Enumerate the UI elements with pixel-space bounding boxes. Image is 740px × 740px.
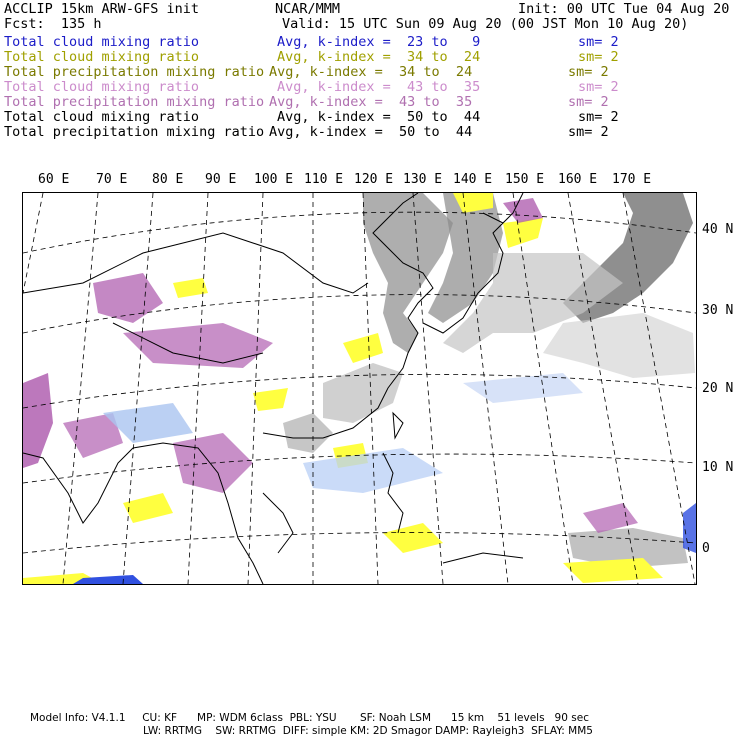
legend-avg-1: Avg, k-index = 34 to 24 <box>277 49 481 65</box>
physics-info-line: LW: RRTMG SW: RRTMG DIFF: simple KM: 2D Smagor DAMP: Rayleigh3 SFLAY: MM5 <box>143 725 593 737</box>
model-title: ACCLIP 15km ARW-GFS init <box>4 1 200 17</box>
legend-sm-0: sm= 2 <box>578 34 619 50</box>
legend-field-5: Total cloud mixing ratio <box>4 109 200 125</box>
lon-label: 150 E <box>505 172 545 187</box>
lon-label: 90 E <box>205 172 237 187</box>
legend-field-2: Total precipitation mixing ratio <box>4 64 265 80</box>
legend-sm-4: sm= 2 <box>568 94 609 110</box>
lon-label: 140 E <box>453 172 493 187</box>
lon-label: 80 E <box>152 172 184 187</box>
lon-label: 100 E <box>254 172 294 187</box>
legend-avg-4: Avg, k-index = 43 to 35 <box>269 94 473 110</box>
legend-sm-2: sm= 2 <box>568 64 609 80</box>
lon-label: 130 E <box>403 172 443 187</box>
legend-avg-0: Avg, k-index = 23 to 9 <box>277 34 481 50</box>
valid-time: Valid: 15 UTC Sun 09 Aug 20 (00 JST Mon 10 Aug 20) <box>282 16 689 32</box>
coastlines <box>23 193 523 584</box>
lat-label: 0 <box>702 541 710 556</box>
lat-label: 10 N <box>702 460 734 475</box>
legend-avg-5: Avg, k-index = 50 to 44 <box>277 109 481 125</box>
legend-field-0: Total cloud mixing ratio <box>4 34 200 50</box>
init-time: Init: 00 UTC Tue 04 Aug 20 <box>518 1 730 17</box>
legend-sm-3: sm= 2 <box>578 79 619 95</box>
lon-label: 70 E <box>96 172 128 187</box>
legend-field-3: Total cloud mixing ratio <box>4 79 200 95</box>
lon-label: 160 E <box>558 172 598 187</box>
forecast-hour: Fcst: 135 h <box>4 16 102 32</box>
map-panel <box>22 192 697 585</box>
legend-sm-1: sm= 2 <box>578 49 619 65</box>
legend-field-6: Total precipitation mixing ratio <box>4 124 265 140</box>
model-info-line: Model Info: V4.1.1 CU: KF MP: WDM 6class PBL: YSU SF: Noah LSM 15 km 51 levels 90 sec <box>30 712 589 724</box>
lon-label: 170 E <box>612 172 652 187</box>
lon-label: 60 E <box>38 172 70 187</box>
legend-field-1: Total cloud mixing ratio <box>4 49 200 65</box>
map-svg <box>23 193 696 584</box>
lat-label: 20 N <box>702 381 734 396</box>
legend-field-4: Total precipitation mixing ratio <box>4 94 265 110</box>
legend-avg-3: Avg, k-index = 43 to 35 <box>277 79 481 95</box>
lat-label: 40 N <box>702 222 734 237</box>
lat-label: 30 N <box>702 303 734 318</box>
legend-sm-5: sm= 2 <box>578 109 619 125</box>
legend-avg-6: Avg, k-index = 50 to 44 <box>269 124 473 140</box>
legend-sm-6: sm= 2 <box>568 124 609 140</box>
lon-label: 120 E <box>354 172 394 187</box>
legend-avg-2: Avg, k-index = 34 to 24 <box>269 64 473 80</box>
org-label: NCAR/MMM <box>275 1 341 17</box>
lon-label: 110 E <box>304 172 344 187</box>
